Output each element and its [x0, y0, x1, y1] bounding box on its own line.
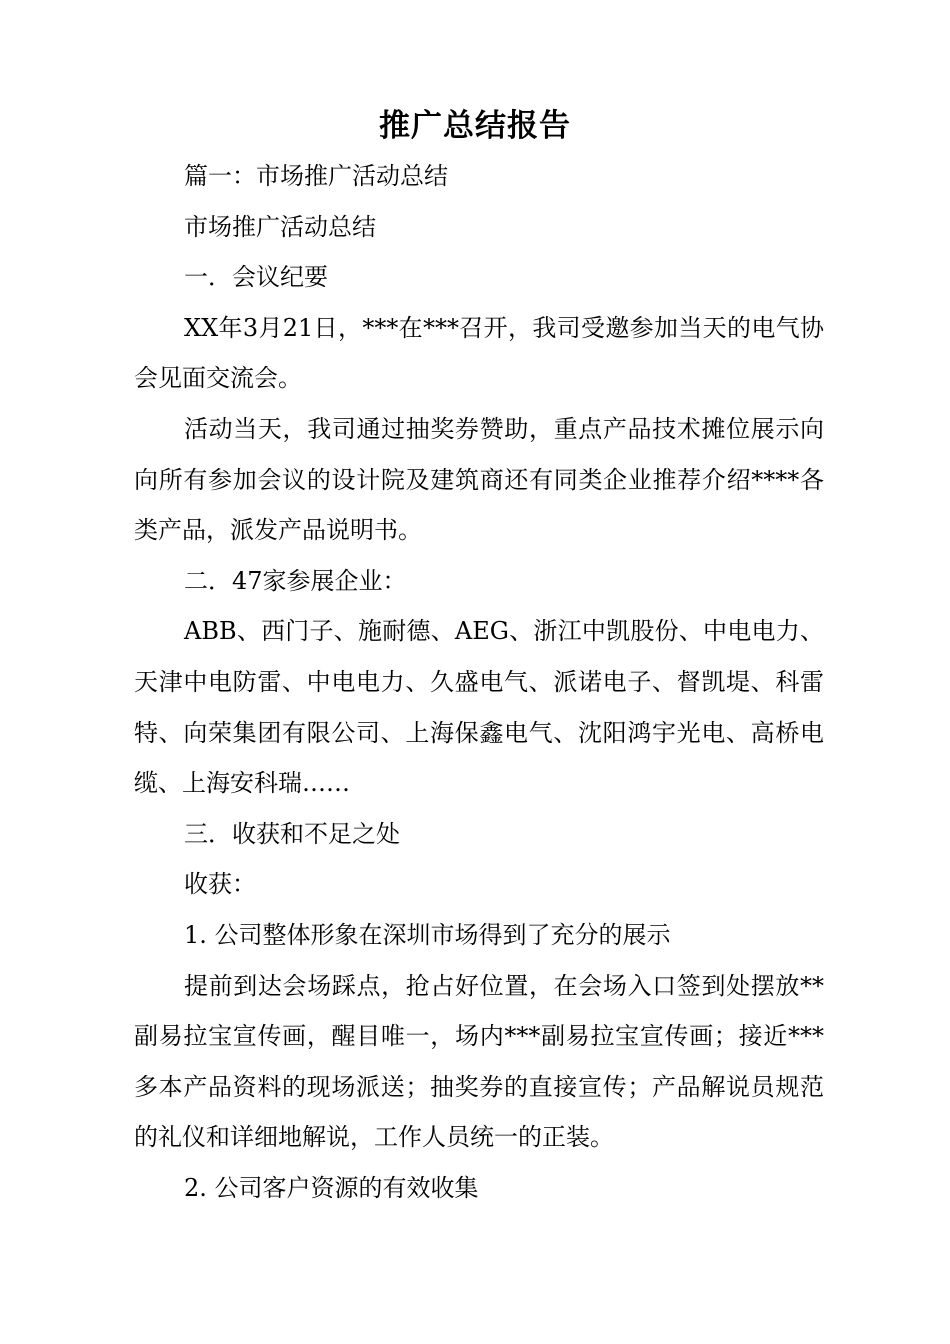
paragraph: 收获： — [184, 870, 256, 899]
section-heading: 二．47家参展企业： — [184, 566, 407, 595]
paragraph: 提前到达会场踩点，抢占好位置，在会场入口签到处摆放**副易拉宝宣传画，醒目唯一，场内***副易拉宝宣传画；接近***多本产品资料的现场派送；抽奖券的直接宣传；产品解说员规范的礼仪和详细地解说，工作人员统一的正装。 — [134, 971, 824, 1152]
document-body — [134, 151, 824, 1213]
paragraph: XX年3月21日，***在***召开，我司受邀参加当天的电气协会见面交流会。 — [134, 313, 824, 393]
list-item: 2. 公司客户资源的有效收集 — [184, 1173, 479, 1202]
section-heading: 篇一：市场推广活动总结 — [184, 162, 448, 190]
subtitle: 市场推广活动总结 — [184, 212, 376, 241]
document-title: 推广总结报告 — [379, 108, 571, 144]
list-item: 1. 公司整体形象在深圳市场得到了充分的展示 — [184, 920, 671, 949]
section-heading: 三．收获和不足之处 — [184, 819, 400, 848]
paragraph: ABB、西门子、施耐德、AEG、浙江中凯股份、中电电力、天津中电防雷、中电电力、久盛电气、派诺电子、督凯堤、科雷特、向荣集团有限公司、上海保鑫电气、沈阳鸿宇光电、高桥电缆、上海安科瑞…… — [134, 617, 824, 798]
section-heading: 一．会议纪要 — [184, 263, 328, 292]
paragraph: 活动当天，我司通过抽奖券赞助，重点产品技术摊位展示向向所有参加会议的设计院及建筑商还有同类企业推荐介绍****各类产品，派发产品说明书。 — [134, 414, 824, 545]
